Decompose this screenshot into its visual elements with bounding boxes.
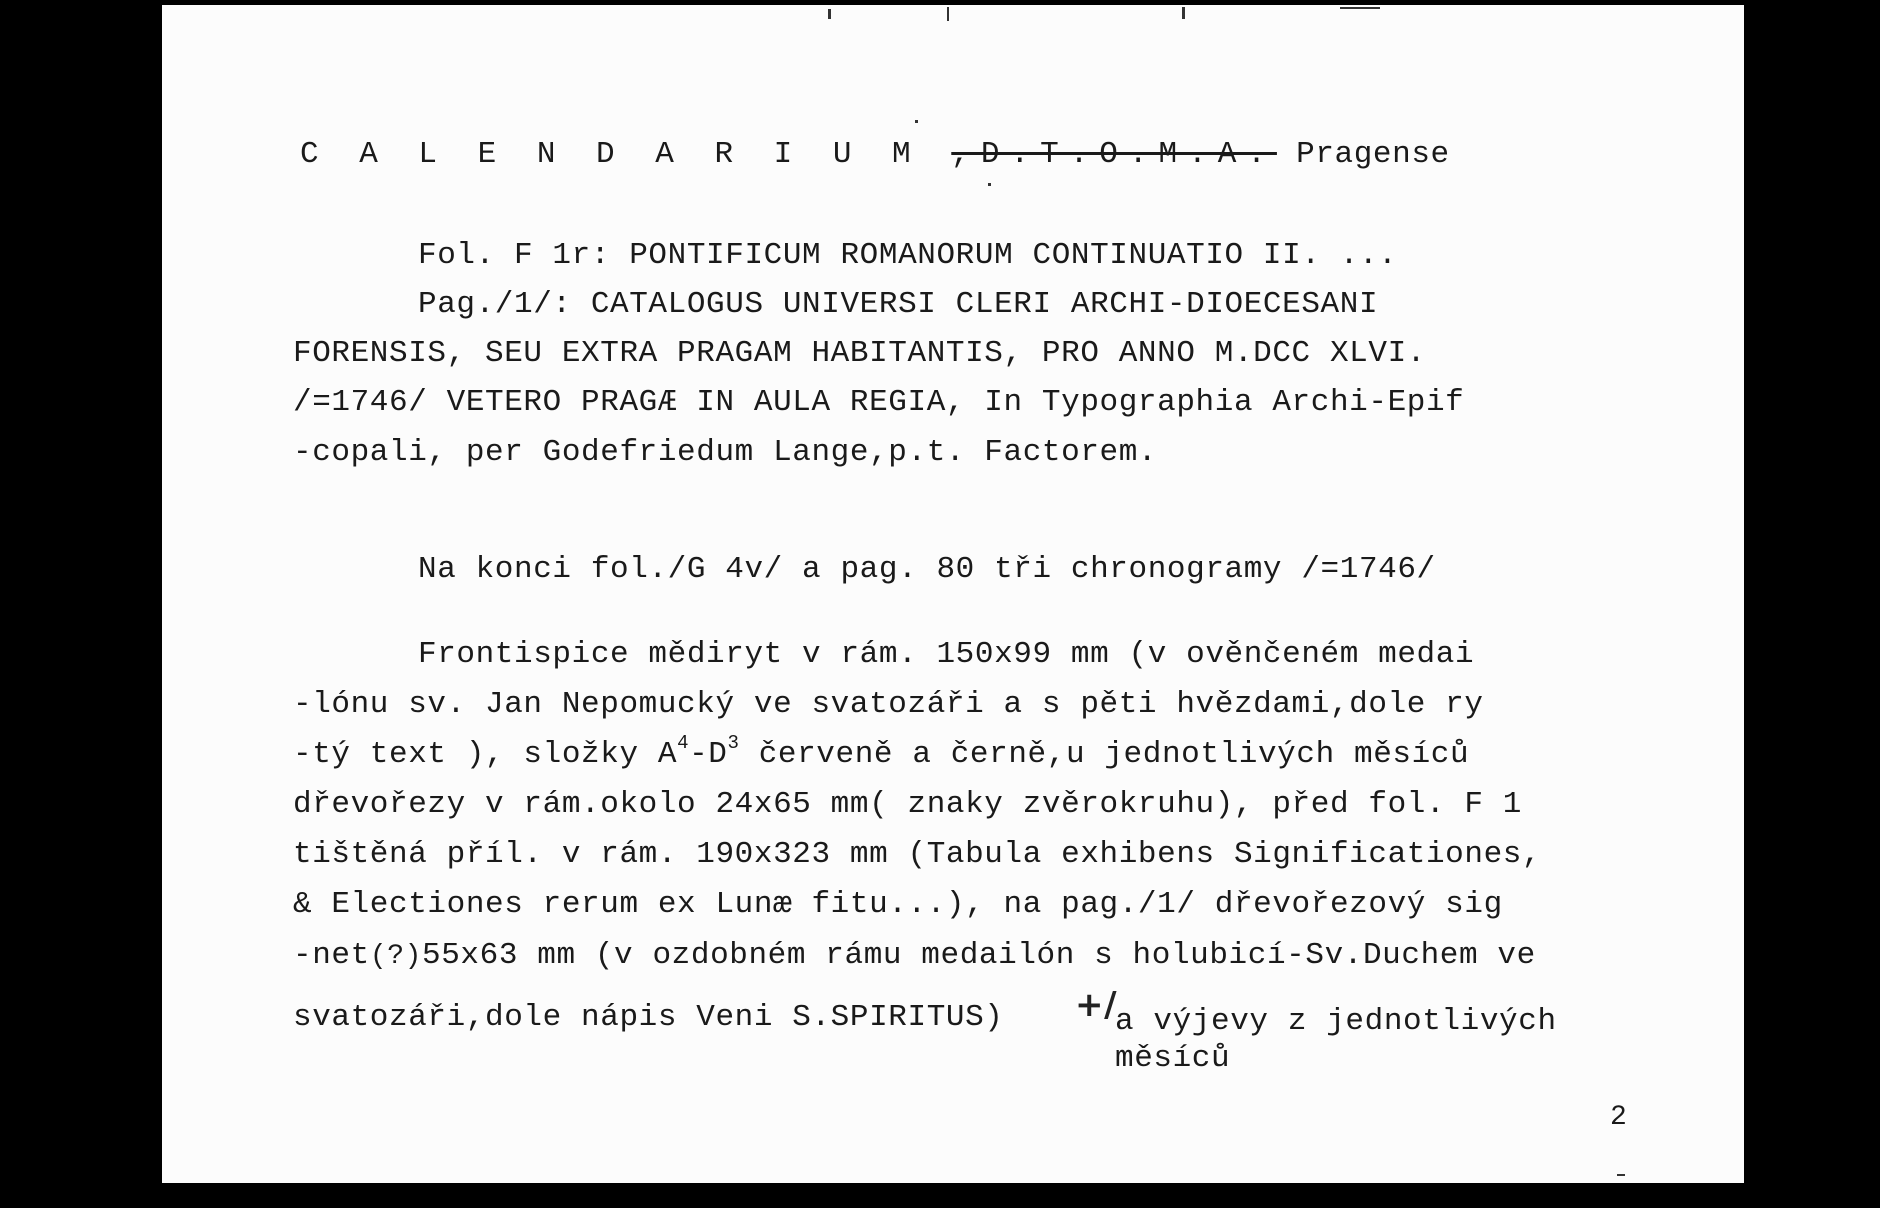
typewritten-text	[162, 5, 1744, 1183]
scan-speck	[1340, 7, 1380, 9]
p3-line-2: -lónu sv. Jan Nepomucký ve svatozáři a s pěti hvězdami,dole ry	[293, 687, 1484, 722]
p3-line-9: měsíců	[1115, 1041, 1231, 1076]
scan-speck	[947, 7, 949, 21]
p3-line-4: dřevořezy v rám.okolo 24x65 mm( znaky zvěrokruhu), před fol. F 1	[293, 787, 1522, 822]
p3-line-3-a: -tý text ), složky A	[293, 737, 678, 772]
p3-line-7-a: -net	[293, 938, 370, 973]
p3-line-3-sup-1: 4	[677, 732, 690, 754]
p1-line-1: Fol. F 1r: PONTIFICUM ROMANORUM CONTINUATIO II. ...	[418, 238, 1398, 273]
title-struck: ,D.T.O.M.A.	[951, 137, 1277, 172]
p3-line-7-b: 55x63 mm (v ozdobném rámu medailón s holubicí-Sv.Duchem ve	[422, 938, 1536, 973]
title-line	[300, 139, 1450, 170]
scan-speck	[1617, 1174, 1625, 1176]
scan-speck	[1182, 7, 1185, 19]
p1-line-2: Pag./1/: CATALOGUS UNIVERSI CLERI ARCHI-DIOECESANI	[418, 287, 1379, 322]
title-prefix: C A L E N D A R I U M	[300, 137, 952, 172]
p1-line-4: /=1746/ VETERO PRAGÆ IN AULA REGIA, In Typographia Archi-Epif	[293, 385, 1465, 420]
p3-line-8: svatozáři,dole nápis Veni S.SPIRITUS)	[293, 1000, 1004, 1035]
p2-line-1: Na konci fol./G 4v/ a pag. 80 tři chronogramy /=1746/	[418, 552, 1436, 587]
p3-line-7-query: (?)	[369, 941, 423, 972]
scan-speck	[828, 9, 831, 19]
title-suffix: Pragense	[1276, 137, 1450, 172]
p3-line-1: Frontispice mědiryt v rám. 150x99 mm (v ověnčeném medai	[418, 637, 1475, 672]
p3-line-3	[293, 732, 1470, 772]
p3-line-7	[293, 940, 1536, 971]
p3-line-6: & Electiones rerum ex Lunæ fitu...), na pag./1/ dřevořezový sig	[293, 887, 1503, 922]
handwritten-insertion-mark: +/	[1075, 985, 1118, 1025]
p3-line-3-c: červeně a černě,u jednotlivých měsíců	[739, 737, 1470, 772]
page-number: 2	[1610, 1102, 1628, 1133]
p3-line-8-tail: a výjevy z jednotlivých	[1115, 1004, 1557, 1039]
scan-speck	[988, 183, 991, 186]
p3-line-3-sup-2: 3	[727, 732, 740, 754]
p1-line-5: -copali, per Godefriedum Lange,p.t. Factorem.	[293, 435, 1158, 470]
catalog-card	[162, 5, 1744, 1183]
p1-line-3: FORENSIS, SEU EXTRA PRAGAM HABITANTIS, PRO ANNO M.DCC XLVI.	[293, 336, 1426, 371]
p3-line-5: tištěná příl. v rám. 190x323 mm (Tabula exhibens Significationes,	[293, 837, 1542, 872]
p3-line-3-b: -D	[689, 737, 728, 772]
scan-speck	[915, 120, 918, 123]
